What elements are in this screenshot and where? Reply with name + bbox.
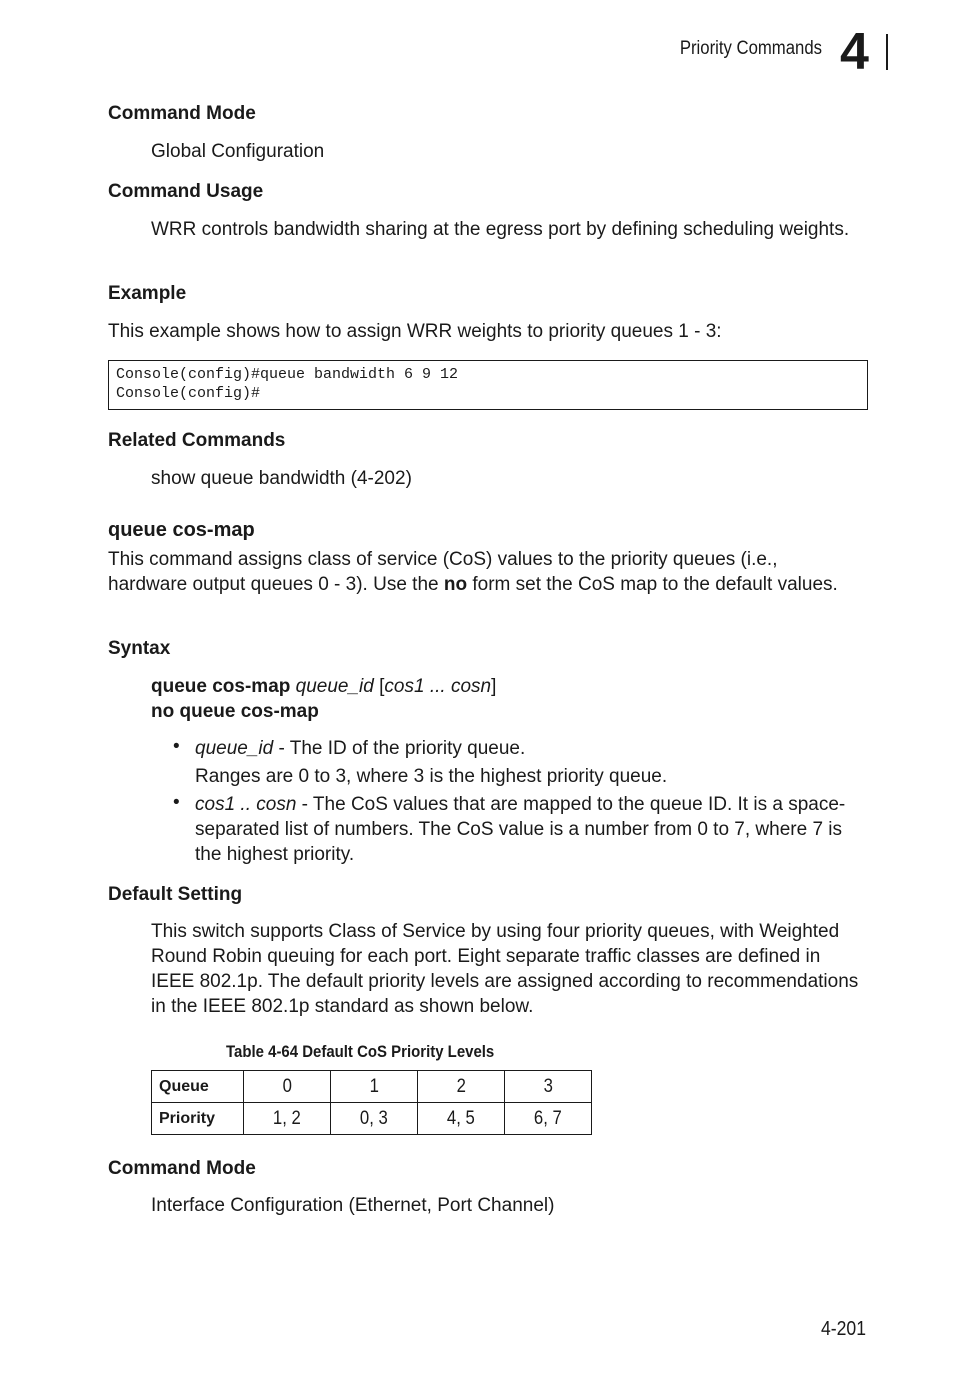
syntax-param-queue-id: queue_id [295, 676, 374, 697]
default-setting-text: This switch supports Class of Service by using four priority queues, with Weighted Round Robin queuing for each port. Eight separate traffic classes are defined in IEEE 802.1p. The default priority levels are assigned according to recommendations in the IEEE 802.1p standard as shown below. [151, 921, 859, 1017]
command-mode-heading: Command Mode [108, 103, 256, 124]
priority-value: 6, 7 [534, 1107, 562, 1129]
cos-priority-table [151, 1070, 592, 1135]
description-text-end: form set the CoS map to the default values. [467, 574, 838, 595]
table-cell [331, 1071, 418, 1103]
table-cell [244, 1103, 331, 1135]
table-cell [505, 1103, 592, 1135]
command-mode-value: Global Configuration [151, 141, 325, 162]
syntax-bracket-open: [ [379, 676, 385, 697]
code-line: Console(config)#queue bandwidth 6 9 12 [116, 366, 459, 383]
queue-value: 2 [456, 1075, 466, 1097]
table-row [152, 1103, 592, 1135]
running-header-title: Priority Commands [679, 38, 822, 59]
code-example [108, 360, 868, 410]
param-desc: - The ID of the priority queue. [273, 738, 526, 759]
page-number: 4-201 [820, 1318, 866, 1340]
command-mode-value-2: Interface Configuration (Ethernet, Port Channel) [151, 1195, 555, 1216]
code-line: Console(config)# [116, 385, 261, 402]
table-caption: Table 4-64 Default CoS Priority Levels [226, 1042, 495, 1061]
priority-value: 0, 3 [360, 1107, 388, 1129]
related-commands-heading: Related Commands [108, 430, 286, 451]
syntax-no-command: no queue cos-map [151, 701, 319, 722]
queue-value: 3 [543, 1075, 553, 1097]
table-cell [331, 1103, 418, 1135]
example-heading: Example [108, 283, 187, 304]
syntax-line [151, 674, 496, 699]
example-intro: This example shows how to assign WRR weights to priority queues 1 - 3: [108, 321, 722, 342]
syntax-param-cos-list: cos1 ... cosn [384, 676, 492, 697]
related-command-link[interactable]: show queue bandwidth (4-202) [151, 468, 412, 489]
command-usage-text: WRR controls bandwidth sharing at the egress port by defining scheduling weights. [151, 219, 850, 240]
row-label-queue: Queue [152, 1071, 244, 1103]
table-row [152, 1071, 592, 1103]
table-cell [244, 1071, 331, 1103]
priority-value: 4, 5 [447, 1107, 475, 1129]
command-mode-heading-2: Command Mode [108, 1158, 256, 1179]
param-desc: - The CoS values that are mapped to the queue ID. It is a space-separated list of numbers. The CoS value is a number from 0 to 7, where 7 is the highest priority. [195, 794, 846, 865]
bullet-icon: • [173, 736, 180, 757]
syntax-bracket-close: ] [491, 676, 497, 697]
table-cell [418, 1071, 505, 1103]
description-text: This command assigns class of service (CoS) values to the priority queues (i.e., hardware output queues 0 - 3). Use the [108, 549, 778, 595]
table-cell [505, 1071, 592, 1103]
bullet-icon: • [173, 792, 180, 813]
command-usage-heading: Command Usage [108, 181, 264, 202]
chapter-number: 4 [840, 23, 869, 81]
param-name: queue_id [195, 738, 274, 759]
syntax-command: queue cos-map [151, 676, 291, 697]
default-setting-heading: Default Setting [108, 884, 243, 905]
description-no-keyword: no [443, 574, 468, 595]
code-block [116, 365, 458, 403]
param-cos-list [195, 792, 865, 867]
priority-value: 1, 2 [273, 1107, 301, 1129]
param-name: cos1 .. cosn [195, 794, 297, 815]
syntax-heading: Syntax [108, 638, 171, 659]
command-description [108, 547, 848, 597]
table-cell [418, 1103, 505, 1135]
queue-value: 0 [282, 1075, 292, 1097]
chapter-divider [886, 34, 888, 70]
param-queue-id-note: Ranges are 0 to 3, where 3 is the highest priority queue. [195, 766, 668, 787]
queue-value: 1 [369, 1075, 379, 1097]
command-title: queue cos-map [108, 519, 255, 541]
syntax-no-line [151, 699, 319, 724]
param-queue-id [195, 736, 865, 761]
row-label-priority: Priority [152, 1103, 244, 1135]
